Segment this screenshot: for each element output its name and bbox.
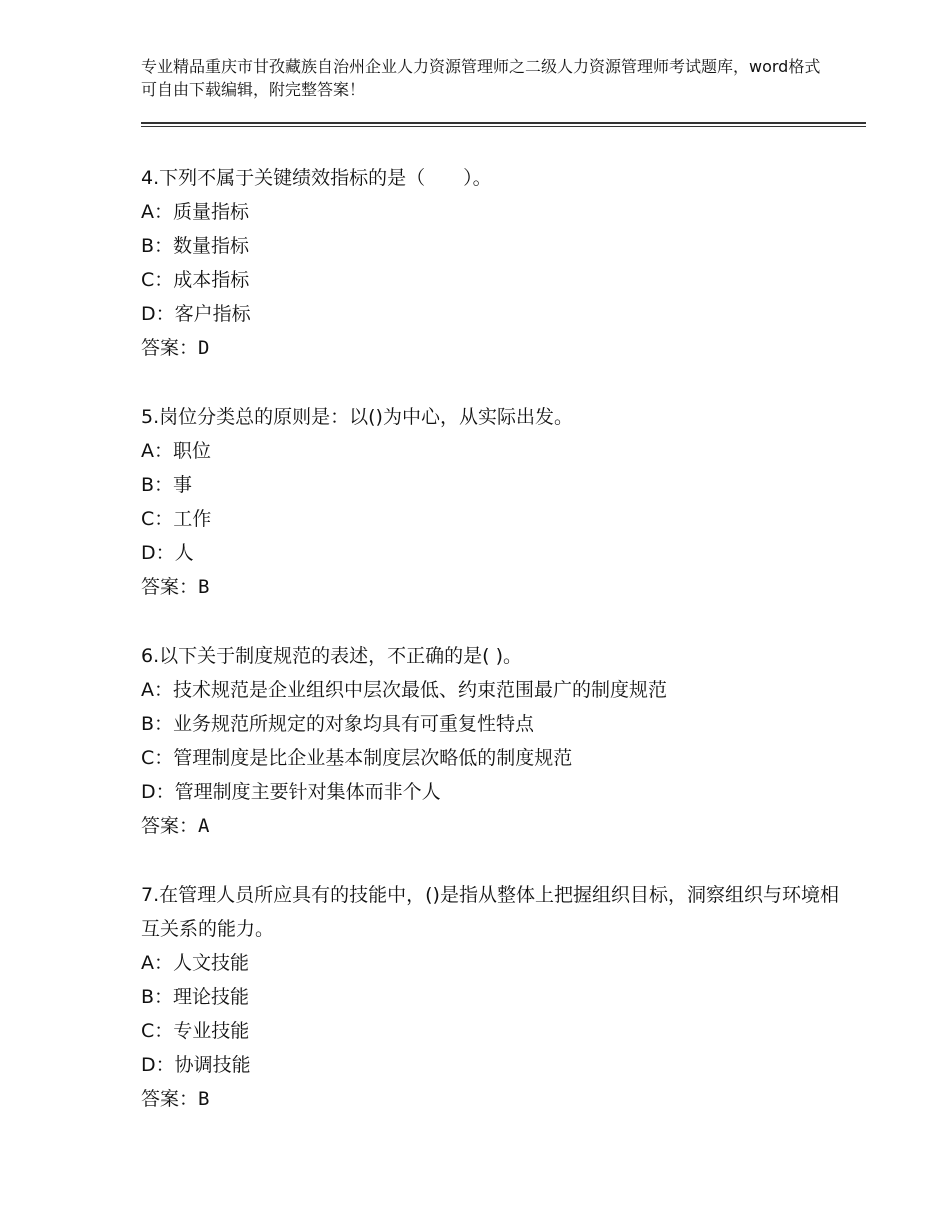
answer-line: 答案：D (141, 337, 210, 359)
option-d: D：人 (141, 542, 194, 564)
option-b: B：业务规范所规定的对象均具有可重复性特点 (141, 713, 535, 735)
question-block (141, 400, 841, 604)
option-c: C：工作 (141, 508, 212, 530)
option-a: A：技术规范是企业组织中层次最低、约束范围最广的制度规范 (141, 679, 667, 701)
header-divider (141, 122, 866, 124)
option-c: C：管理制度是比企业基本制度层次略低的制度规范 (141, 747, 573, 769)
option-a: A：质量指标 (141, 201, 249, 223)
document-header: 专业精品重庆市甘孜藏族自治州企业人力资源管理师之二级人力资源管理师考试题库，word格式可自由下载编辑，附完整答案！ (141, 57, 821, 99)
option-b: B：理论技能 (141, 986, 250, 1008)
option-d: D：协调技能 (141, 1054, 251, 1076)
header-divider-thin (141, 126, 866, 127)
question-block (141, 878, 841, 1116)
question-block (141, 639, 841, 843)
question-stem: 4.下列不属于关键绩效指标的是（ ）。 (141, 167, 492, 189)
option-a: A：人文技能 (141, 952, 249, 974)
question-stem: 7.在管理人员所应具有的技能中，()是指从整体上把握组织目标，洞察组织与环境相互关系的能力。 (141, 884, 839, 940)
question-stem: 5.岗位分类总的原则是：以()为中心，从实际出发。 (141, 406, 573, 428)
answer-line: 答案：B (141, 1088, 210, 1110)
option-c: C：成本指标 (141, 269, 250, 291)
option-c: C：专业技能 (141, 1020, 250, 1042)
option-a: A：职位 (141, 440, 211, 462)
question-stem: 6.以下关于制度规范的表述，不正确的是( )。 (141, 645, 522, 667)
question-block (141, 161, 841, 365)
option-b: B：事 (141, 474, 193, 496)
answer-line: 答案：A (141, 815, 210, 837)
option-d: D：客户指标 (141, 303, 251, 325)
option-b: B：数量指标 (141, 235, 250, 257)
option-d: D：管理制度主要针对集体而非个人 (141, 781, 441, 803)
answer-line: 答案：B (141, 576, 210, 598)
